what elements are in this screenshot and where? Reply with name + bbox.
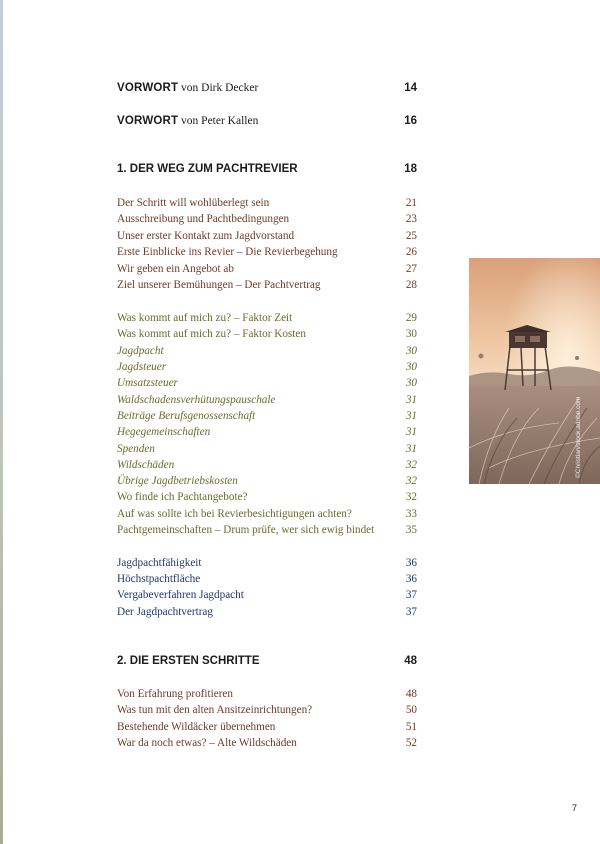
chapter-title: 2. DIE ERSTEN SCHRITTE [117,655,260,667]
toc-entry[interactable]: War da noch etwas? – Alte Wildschäden 52 [117,737,417,749]
toc-entry[interactable]: Unser erster Kontakt zum Jagdvorstand 25 [117,230,417,242]
toc-subentry[interactable]: Wildschäden 32 [117,459,417,471]
toc-entry[interactable]: Pachtgemeinschaften – Drum prüfe, wer sich ewig bindet 35 [117,524,417,536]
toc-page-number: 14 [404,82,417,94]
chapter-1-heading[interactable] [117,162,417,176]
toc-foreword-decker[interactable] [117,81,417,95]
foreword-author: von Dirk Decker [181,82,259,94]
toc-subentry[interactable]: Hegegemeinschaften 31 [117,426,417,438]
chapter-2-heading[interactable] [117,654,417,668]
toc-subentry[interactable]: Beiträge Berufsgenossenschaft 31 [117,410,417,422]
toc-foreword-kallen[interactable] [117,114,417,128]
chapter-title: 1. DER WEG ZUM PACHTREVIER [117,163,298,175]
toc-subentry[interactable]: Waldschadensverhütungspauschale 31 [117,394,417,406]
toc-subentry[interactable]: Jagdsteuer 30 [117,361,417,373]
toc-entry[interactable]: Was kommt auf mich zu? – Faktor Zeit 29 [117,312,417,324]
page-number: 7 [572,803,578,813]
toc-subentry[interactable]: Jagdpacht 30 [117,345,417,357]
toc-entry[interactable]: Was kommt auf mich zu? – Faktor Kosten 30 [117,328,417,340]
toc-subentry[interactable]: Übrige Jagdbetriebskosten 32 [117,475,417,487]
toc-entry[interactable]: Wo finde ich Pachtangebote? 32 [117,491,417,503]
toc-page-number: 16 [404,115,417,127]
toc-entry[interactable]: Der Schritt will wohlüberlegt sein 21 [117,197,417,209]
foreword-author: von Peter Kallen [181,115,259,127]
page-edge-strip [0,0,3,844]
toc-subentry[interactable]: Umsatzsteuer 30 [117,377,417,389]
chapter-page: 18 [404,163,417,175]
toc-entry[interactable]: Von Erfahrung profitieren 48 [117,688,417,700]
toc-entry[interactable]: Auf was sollte ich bei Revierbesichtigungen achten? 33 [117,508,417,520]
toc-entry[interactable]: Höchstpachtfläche 36 [117,573,417,585]
toc-entry[interactable]: Jagdpachtfähigkeit 36 [117,557,417,569]
toc-entry[interactable]: Wir geben ein Angebot ab 27 [117,263,417,275]
chapter-page: 48 [404,655,417,667]
foreword-keyword: VORWORT [117,82,179,94]
toc-entry[interactable]: Ausschreibung und Pachtbedingungen 23 [117,213,417,225]
foreword-keyword: VORWORT [117,115,179,127]
photo-credit: ©Christian/stock.adobe.com [575,396,582,478]
toc-entry[interactable]: Vergabeverfahren Jagdpacht 37 [117,589,417,601]
toc-entry[interactable]: Erste Einblicke ins Revier – Die Revierbegehung 26 [117,246,417,258]
toc-entry[interactable]: Der Jagdpachtvertrag 37 [117,606,417,618]
toc-subentry[interactable]: Spenden 31 [117,443,417,455]
toc-entry[interactable]: Ziel unserer Bemühungen – Der Pachtvertrag 28 [117,279,417,291]
toc-entry[interactable]: Bestehende Wildäcker übernehmen 51 [117,721,417,733]
toc-entry[interactable]: Was tun mit den alten Ansitzeinrichtungen? 50 [117,704,417,716]
